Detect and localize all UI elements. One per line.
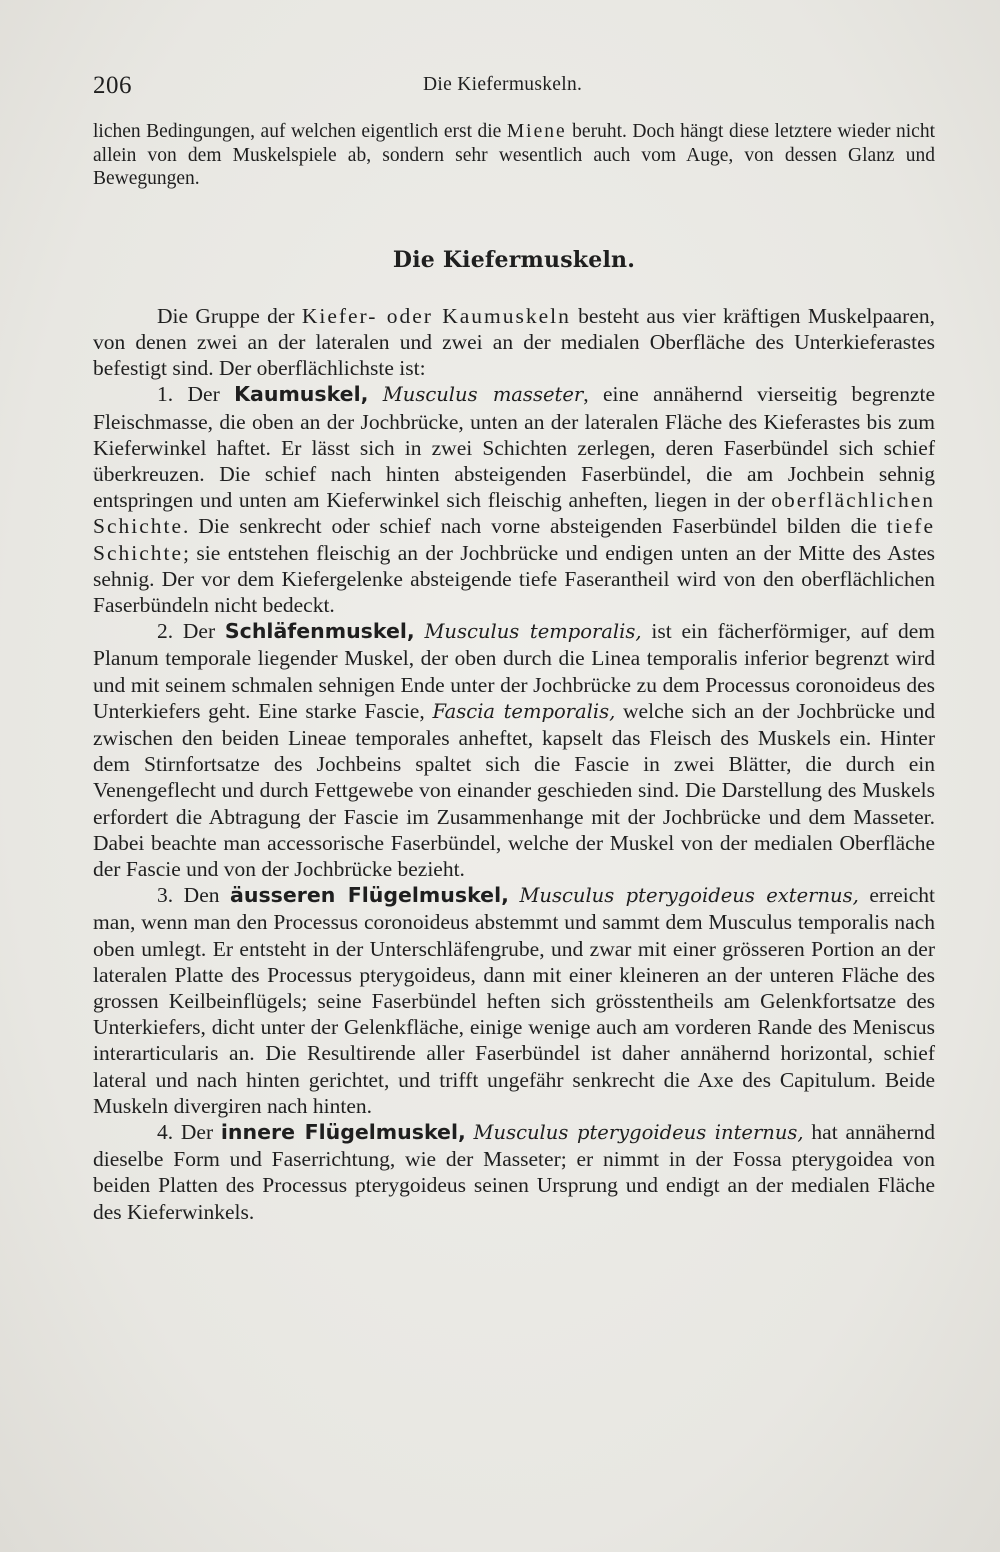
item-text: , eine annähernd vierseitig begrenzte Fleischmasse, die oben an der Jochbrücke, unten an der lateralen Fläche des Kieferastes bis zum Kieferwinkel haftet. Er lässt sich in zwei Schichten zerlegen, deren Faserbündel sich schief überkreuzen. Die schief nach hinten absteigenden Faserbündel, die am Jochbein sehnig entspringen und unten am Kieferwinkel sich fleischig anheften, liegen in der — [93, 382, 935, 513]
muscle-term: innere Flügelmuskel, — [220, 1120, 466, 1144]
intro-spaced-word: Miene — [506, 121, 567, 142]
latin-name: Musculus temporalis, — [424, 620, 642, 644]
lead-paragraph — [93, 303, 935, 382]
item-number: 2. Der — [157, 619, 225, 644]
item-pterygoideus-internus — [93, 1119, 935, 1225]
item-pterygoideus-externus — [93, 882, 935, 1119]
item-text: hat annähernd dieselbe Form und Faserrichtung, wie der Masseter; er nimmt in der Fossa pterygoidea von beiden Platten des Processus pterygoideus seinen Ursprung und endigt an der medialen Fläche des Kieferwinkels. — [93, 1120, 935, 1224]
spaced-term: tiefe Schichte — [93, 514, 935, 565]
muscle-term: Kaumuskel, — [234, 382, 369, 407]
latin-name: Musculus masseter — [382, 383, 584, 407]
latin-name: Musculus pterygoideus internus, — [473, 1121, 804, 1144]
item-number: 4. Der — [157, 1120, 221, 1144]
item-masseter — [93, 381, 935, 618]
item-text: ; sie entstehen fleischig an der Jochbrücke und endigen unten an der Mitte des Astes sehnig. Der vor dem Kiefergelenke absteigende tiefe Faserantheil wird von den oberflächlichen Faserbündeln nicht bedeckt. — [93, 540, 935, 617]
item-text: welche sich an der Jochbrücke und zwischen den beiden Lineae temporales anheftet, kapselt das Fleisch des Muskels ein. Hinter dem Stirnfortsatze des Jochbeins spaltet sich die Fascie in zwei Blätter, die durch ein Venengeflecht und durch Fettgewebe von einander geschieden sind. Die Darstellung des Muskels erfordert die Abtragung der Fascie im Zusammenhange mit der Jochbrücke und dem Masseter. Dabei beachte man accessorische Faserbündel, welche der Muskel von der medialen Oberfläche der Fascie und von der Jochbrücke bezieht. — [93, 698, 935, 881]
item-temporalis — [93, 618, 935, 882]
spaced-term: oberflächlichen Schichte — [93, 488, 935, 539]
latin-name: Fascia temporalis, — [432, 699, 616, 723]
page-header — [93, 72, 920, 102]
lead-text: Die Gruppe der — [157, 303, 302, 328]
intro-text: lichen Bedingungen, auf welchen eigentlich erst die — [93, 121, 507, 142]
running-title: Die Kiefermuskeln. — [423, 74, 583, 95]
lead-spaced-term: Kiefer- oder Kaumuskeln — [301, 303, 571, 328]
item-text: . Die senkrecht oder schief nach vorne absteigenden Faserbündel bilden die — [183, 514, 887, 539]
intro-text: beruht. Doch hängt diese letztere wieder nicht allein von dem Muskelspiele ab, sondern sehr wesentlich auch vom Auge, von dessen Glanz und Bewegungen. — [93, 121, 936, 189]
page-number: 206 — [93, 72, 132, 99]
page-body — [93, 120, 935, 1225]
item-number: 3. Den — [157, 883, 231, 908]
latin-name: Musculus pterygoideus externus, — [519, 884, 859, 908]
muscle-term: Schläfenmuskel, — [224, 619, 415, 644]
intro-paragraph — [93, 120, 935, 191]
section-title: Die Kiefermuskeln. — [392, 246, 636, 273]
lead-text: besteht aus vier kräftigen Muskelpaaren, von denen zwei an der lateralen und zwei an der medialen Oberfläche des Unterkieferastes befestigt sind. Der oberflächlichste ist: — [93, 303, 935, 381]
item-text: erreicht man, wenn man den Processus coronoideus abstemmt und sammt dem Musculus temporalis nach oben umlegt. Er entsteht in der Unterschläfengrube, und zwar mit einer grösseren Portion an der lateralen Platte des Processus pterygoideus, dann mit einer kleineren an der unteren Fläche des grossen Keilbeinflügels; seine Faserbündel heften sich grösstentheils am Gelenkfortsatze des Unterkiefers, dicht unter der Gelenkfläche, einige wenige auch am vorderen Rande des Meniscus interarticularis an. Die Resultirende aller Faserbündel ist daher annähernd horizontal, schief lateral und nach hinten gerichtet, und trifft ungefähr senkrecht die Axe des Capitulum. Beide Muskeln divergiren nach hinten. — [93, 883, 935, 1118]
item-number: 1. Der — [157, 382, 235, 407]
item-text: ist ein fächerförmiger, auf dem Planum temporale liegender Muskel, der oben durch die Linea temporalis inferior begrenzt wird und mit seinem schmalen sehnigen Ende unter der Jochbrücke zu dem Processus coronoideus des Unterkiefers geht. Eine starke Fascie, — [93, 619, 936, 723]
muscle-term: äusseren Flügelmuskel, — [230, 883, 509, 908]
